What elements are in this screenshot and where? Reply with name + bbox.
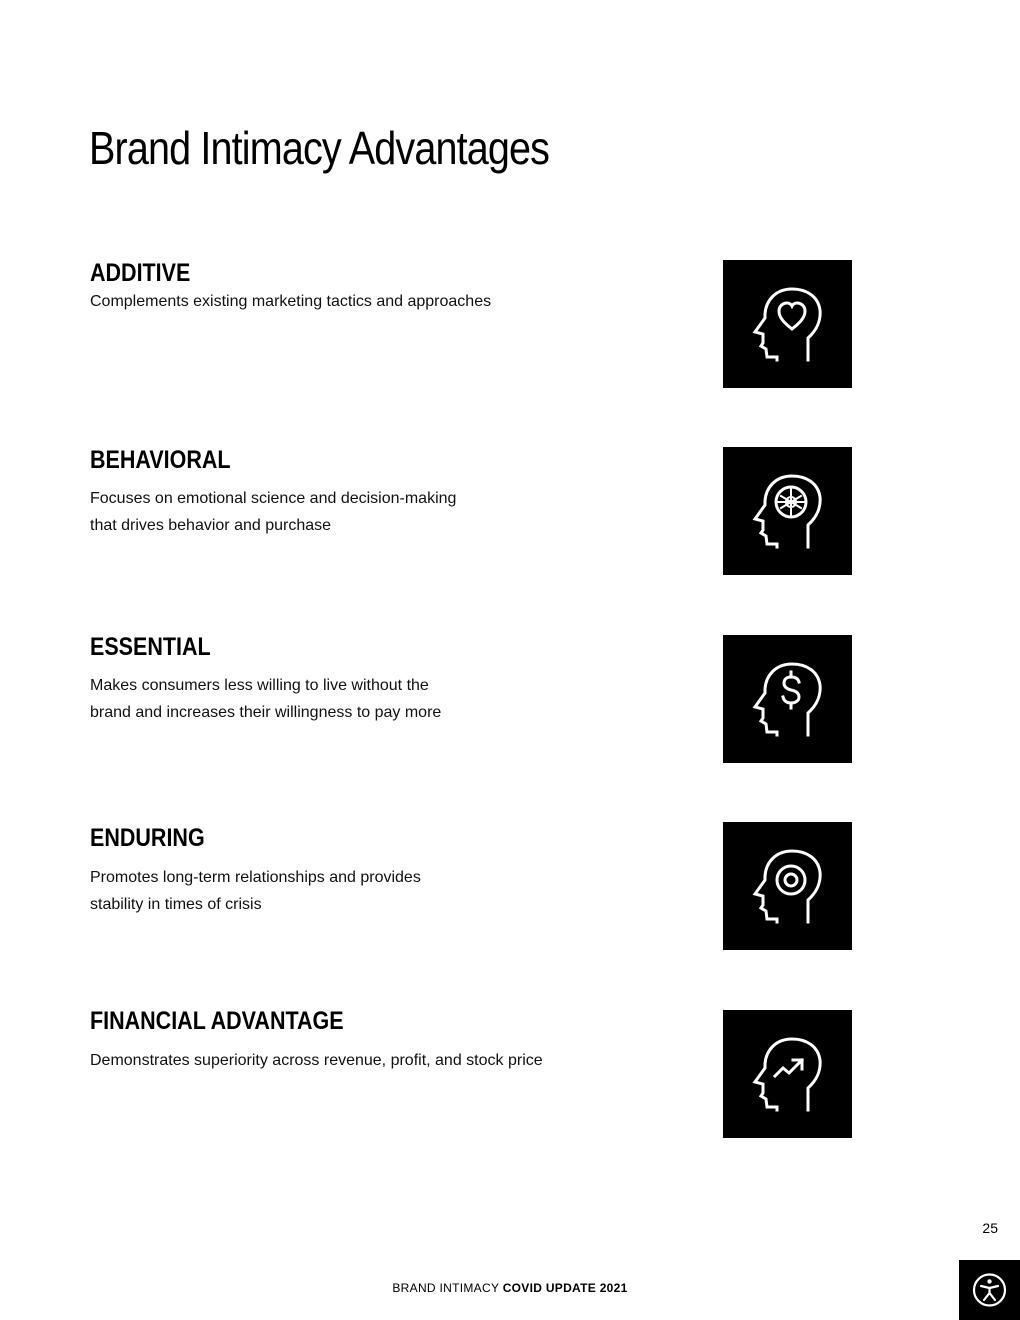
section-description: Focuses on emotional science and decision-making that drives behavior and purchase — [90, 490, 457, 534]
head-brain-icon — [723, 447, 852, 575]
section-description: Demonstrates superiority across revenue, profit, and stock price — [90, 1052, 543, 1069]
page-number: 25 — [982, 1220, 998, 1236]
section-heading: FINANCIAL ADVANTAGE — [90, 1007, 344, 1035]
section-heading: ADDITIVE — [90, 259, 191, 287]
section-description: Makes consumers less willing to live without the brand and increases their willingness to pay more — [90, 677, 442, 721]
section-heading: ESSENTIAL — [90, 633, 211, 661]
section-behavioral — [90, 445, 610, 539]
section-additive — [90, 258, 610, 316]
head-trend-up-icon — [723, 1010, 852, 1138]
section-financial-advantage — [90, 1006, 610, 1075]
head-dollar-icon — [723, 635, 852, 763]
section-enduring — [90, 823, 610, 918]
section-heading: BEHAVIORAL — [90, 446, 231, 474]
section-description: Promotes long-term relationships and provides stability in times of crisis — [90, 869, 421, 913]
head-heart-icon — [723, 260, 852, 388]
footer-edition: COVID UPDATE 2021 — [502, 1281, 628, 1295]
accessibility-person-icon — [959, 1260, 1020, 1320]
footer-brand: BRAND INTIMACY — [392, 1281, 500, 1295]
footer — [0, 1281, 1020, 1295]
section-essential — [90, 632, 610, 726]
page-title: Brand Intimacy Advantages — [89, 122, 550, 174]
section-description: Complements existing marketing tactics and approaches — [90, 293, 492, 310]
head-target-icon — [723, 822, 852, 950]
section-heading: ENDURING — [90, 824, 205, 852]
accessibility-button[interactable] — [959, 1260, 1020, 1320]
